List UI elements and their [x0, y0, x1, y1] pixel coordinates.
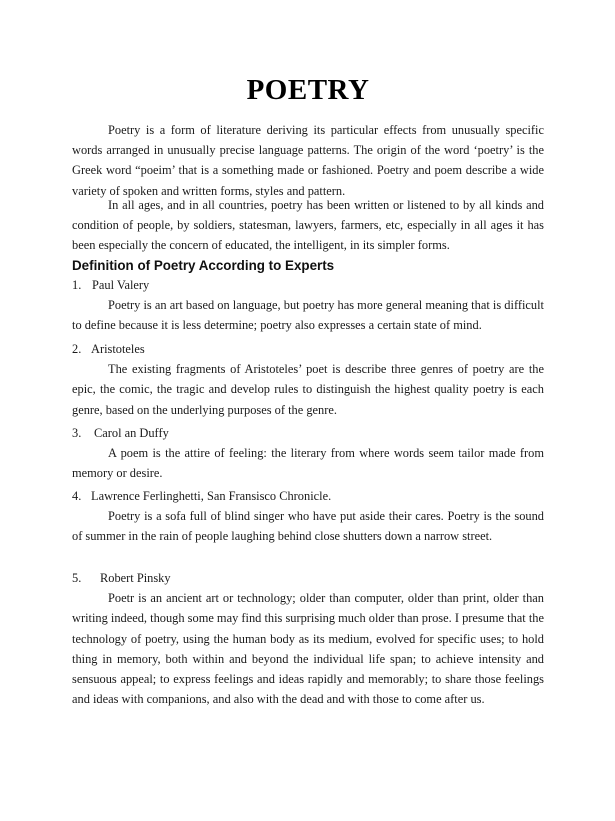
expert-name: Paul Valery [92, 278, 150, 292]
expert-item [72, 486, 544, 547]
expert-number: 5. [72, 571, 82, 585]
intro-paragraph-2-block [72, 195, 544, 256]
expert-definition: A poem is the attire of feeling: the literary from where words seem tailor made from memory or desire. [72, 446, 544, 481]
expert-name: Carol an Duffy [94, 426, 169, 440]
section-heading: Definition of Poetry According to Experts [72, 258, 335, 273]
expert-number: 1. [72, 278, 82, 292]
intro-paragraph: Poetry is a form of literature deriving its particular effects from unusually specific words arranged in unusually precise language patterns. The origin of the word ‘poetry’ is the Greek word “poeim’ that is a something made or fashioned. Poetry and poem describe a wide variety of spoken and written forms, styles and pattern. [72, 123, 544, 198]
expert-name: Robert Pinsky [100, 571, 171, 585]
expert-number: 4. [72, 489, 82, 503]
expert-definition: Poetry is a sofa full of blind singer who have put aside their cares. Poetry is the sound of summer in the rain of people laughing behind close shutters down a narrow street. [72, 509, 544, 544]
document-title: POETRY [246, 74, 370, 106]
expert-number: 2. [72, 342, 82, 356]
expert-item [72, 275, 544, 336]
expert-definition: Poetry is an art based on language, but poetry has more general meaning that is difficult to define because it is less determine; poetry also expresses a certain state of mind. [72, 298, 544, 333]
intro-paragraph: In all ages, and in all countries, poetry has been written or listened to by all kinds and condition of people, by soldiers, statesman, lawyers, farmers, etc, especially in all ages it has been especially the concern of educated, the intelligent, in its simpler forms. [72, 198, 544, 253]
expert-definition: The existing fragments of Aristoteles’ poet is describe three genres of poetry are the epic, the comic, the tragic and develop rules to distinguish the highest quality poetry is each genre, based on the underlying purposes of the genre. [72, 362, 544, 417]
expert-name: Lawrence Ferlinghetti, San Fransisco Chronicle. [91, 489, 332, 503]
expert-name-line [72, 275, 544, 295]
expert-name-line [72, 568, 544, 588]
expert-name-line [72, 423, 544, 443]
intro-paragraph-1-block [72, 120, 544, 201]
expert-item [72, 568, 544, 709]
expert-item [72, 339, 544, 420]
expert-number: 3. [72, 426, 82, 440]
expert-name-line [72, 486, 544, 506]
expert-name-line [72, 339, 544, 359]
expert-name: Aristoteles [91, 342, 145, 356]
expert-definition: Poetr is an ancient art or technology; older than computer, older than print, older than writing indeed, though some may find this surprising much older than prose. I presume that the technology of poetry, using the human body as its medium, evolved for specific uses; to hold thing in memory, both within and beyond the individual life span; to achieve intensity and sensuous appeal; to express feelings and ideas rapidly and memorably; to share those feelings and ideas with companions, and also with the dead and with those to come after us. [72, 591, 544, 707]
expert-item [72, 423, 544, 484]
